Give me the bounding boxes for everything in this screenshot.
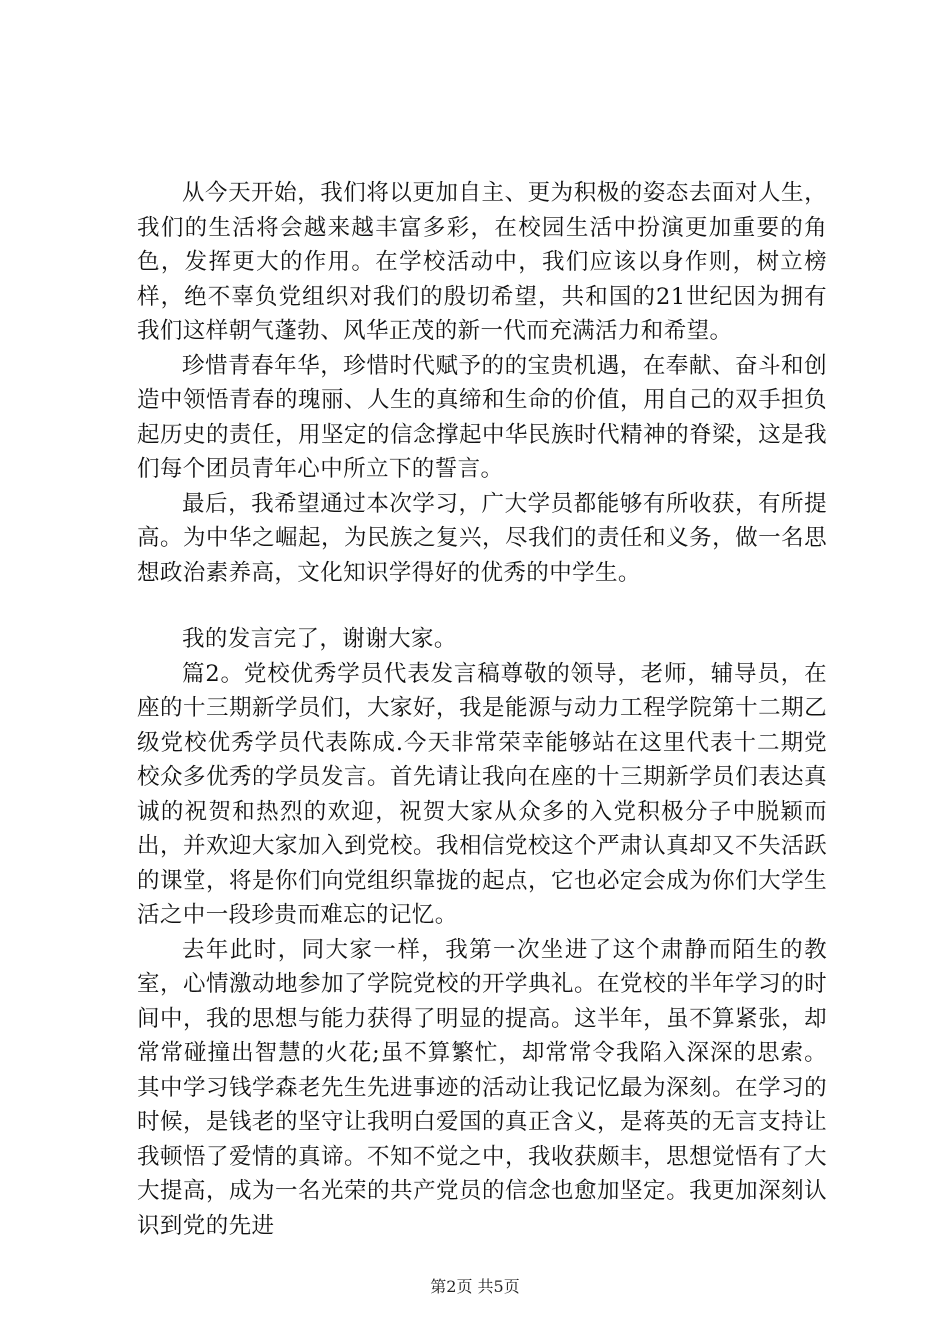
body-text bbox=[137, 176, 827, 1243]
paragraph-2: 珍惜青春年华，珍惜时代赋予的的宝贵机遇，在奉献、奋斗和创造中领悟青春的瑰丽、人生的真缔和生命的价值，用自己的双手担负起历史的责任，用坚定的信念撑起中华民族时代精神的脊梁，这是我们每个团员青年心中所立下的誓言。 bbox=[137, 352, 827, 482]
paragraph-6: 去年此时，同大家一样，我第一次坐进了这个肃静而陌生的教室，心情激动地参加了学院党校的开学典礼。在党校的半年学习的时间中，我的思想与能力获得了明显的提高。这半年，虽不算紧张，却常常碰撞出智慧的火花;虽不算繁忙，却常常令我陷入深深的思索。其中学习钱学森老先生先进事迹的活动让我记忆最为深刻。在学习的时候，是钱老的坚守让我明白爱国的真正含义，是蒋英的无言支持让我顿悟了爱情的真谛。不知不觉之中，我收获颇丰，思想觉悟有了大大提高，成为一名光荣的共产党员的信念也愈加坚定。我更加深刻认识到党的先进 bbox=[137, 936, 827, 1239]
page-footer: 第2页 共5页 bbox=[430, 1277, 520, 1296]
paragraph-1: 从今天开始，我们将以更加自主、更为积极的姿态去面对人生，我们的生活将会越来越丰富多彩，在校园生活中扮演更加重要的角色，发挥更大的作用。在学校活动中，我们应该以身作则，树立榜样，绝不辜负党组织对我们的殷切希望，共和国的21世纪因为拥有我们这样朝气蓬勃、风华正茂的新一代而充满活力和希望。 bbox=[137, 180, 827, 344]
paragraph-3: 最后，我希望通过本次学习，广大学员都能够有所收获，有所提高。为中华之崛起，为民族之复兴，尽我们的责任和义务，做一名思想政治素养高，文化知识学得好的优秀的中学生。 bbox=[137, 490, 827, 586]
paragraph-5: 篇2。党校优秀学员代表发言稿尊敬的领导，老师，辅导员，在座的十三期新学员们，大家好，我是能源与动力工程学院第十二期乙级党校优秀学员代表陈成.今天非常荣幸能够站在这里代表十二期党校众多优秀的学员发言。首先请让我向在座的十三期新学员们表达真诚的祝贺和热烈的欢迎，祝贺大家从众多的入党积极分子中脱颖而出，并欢迎大家加入到党校。我相信党校这个严肃认真却又不失活跃的课堂，将是你们向党组织靠拢的起点，它也必定会成为你们大学生活之中一段珍贵而难忘的记忆。 bbox=[137, 660, 827, 928]
paragraph-4: 我的发言完了，谢谢大家。 bbox=[182, 626, 457, 652]
